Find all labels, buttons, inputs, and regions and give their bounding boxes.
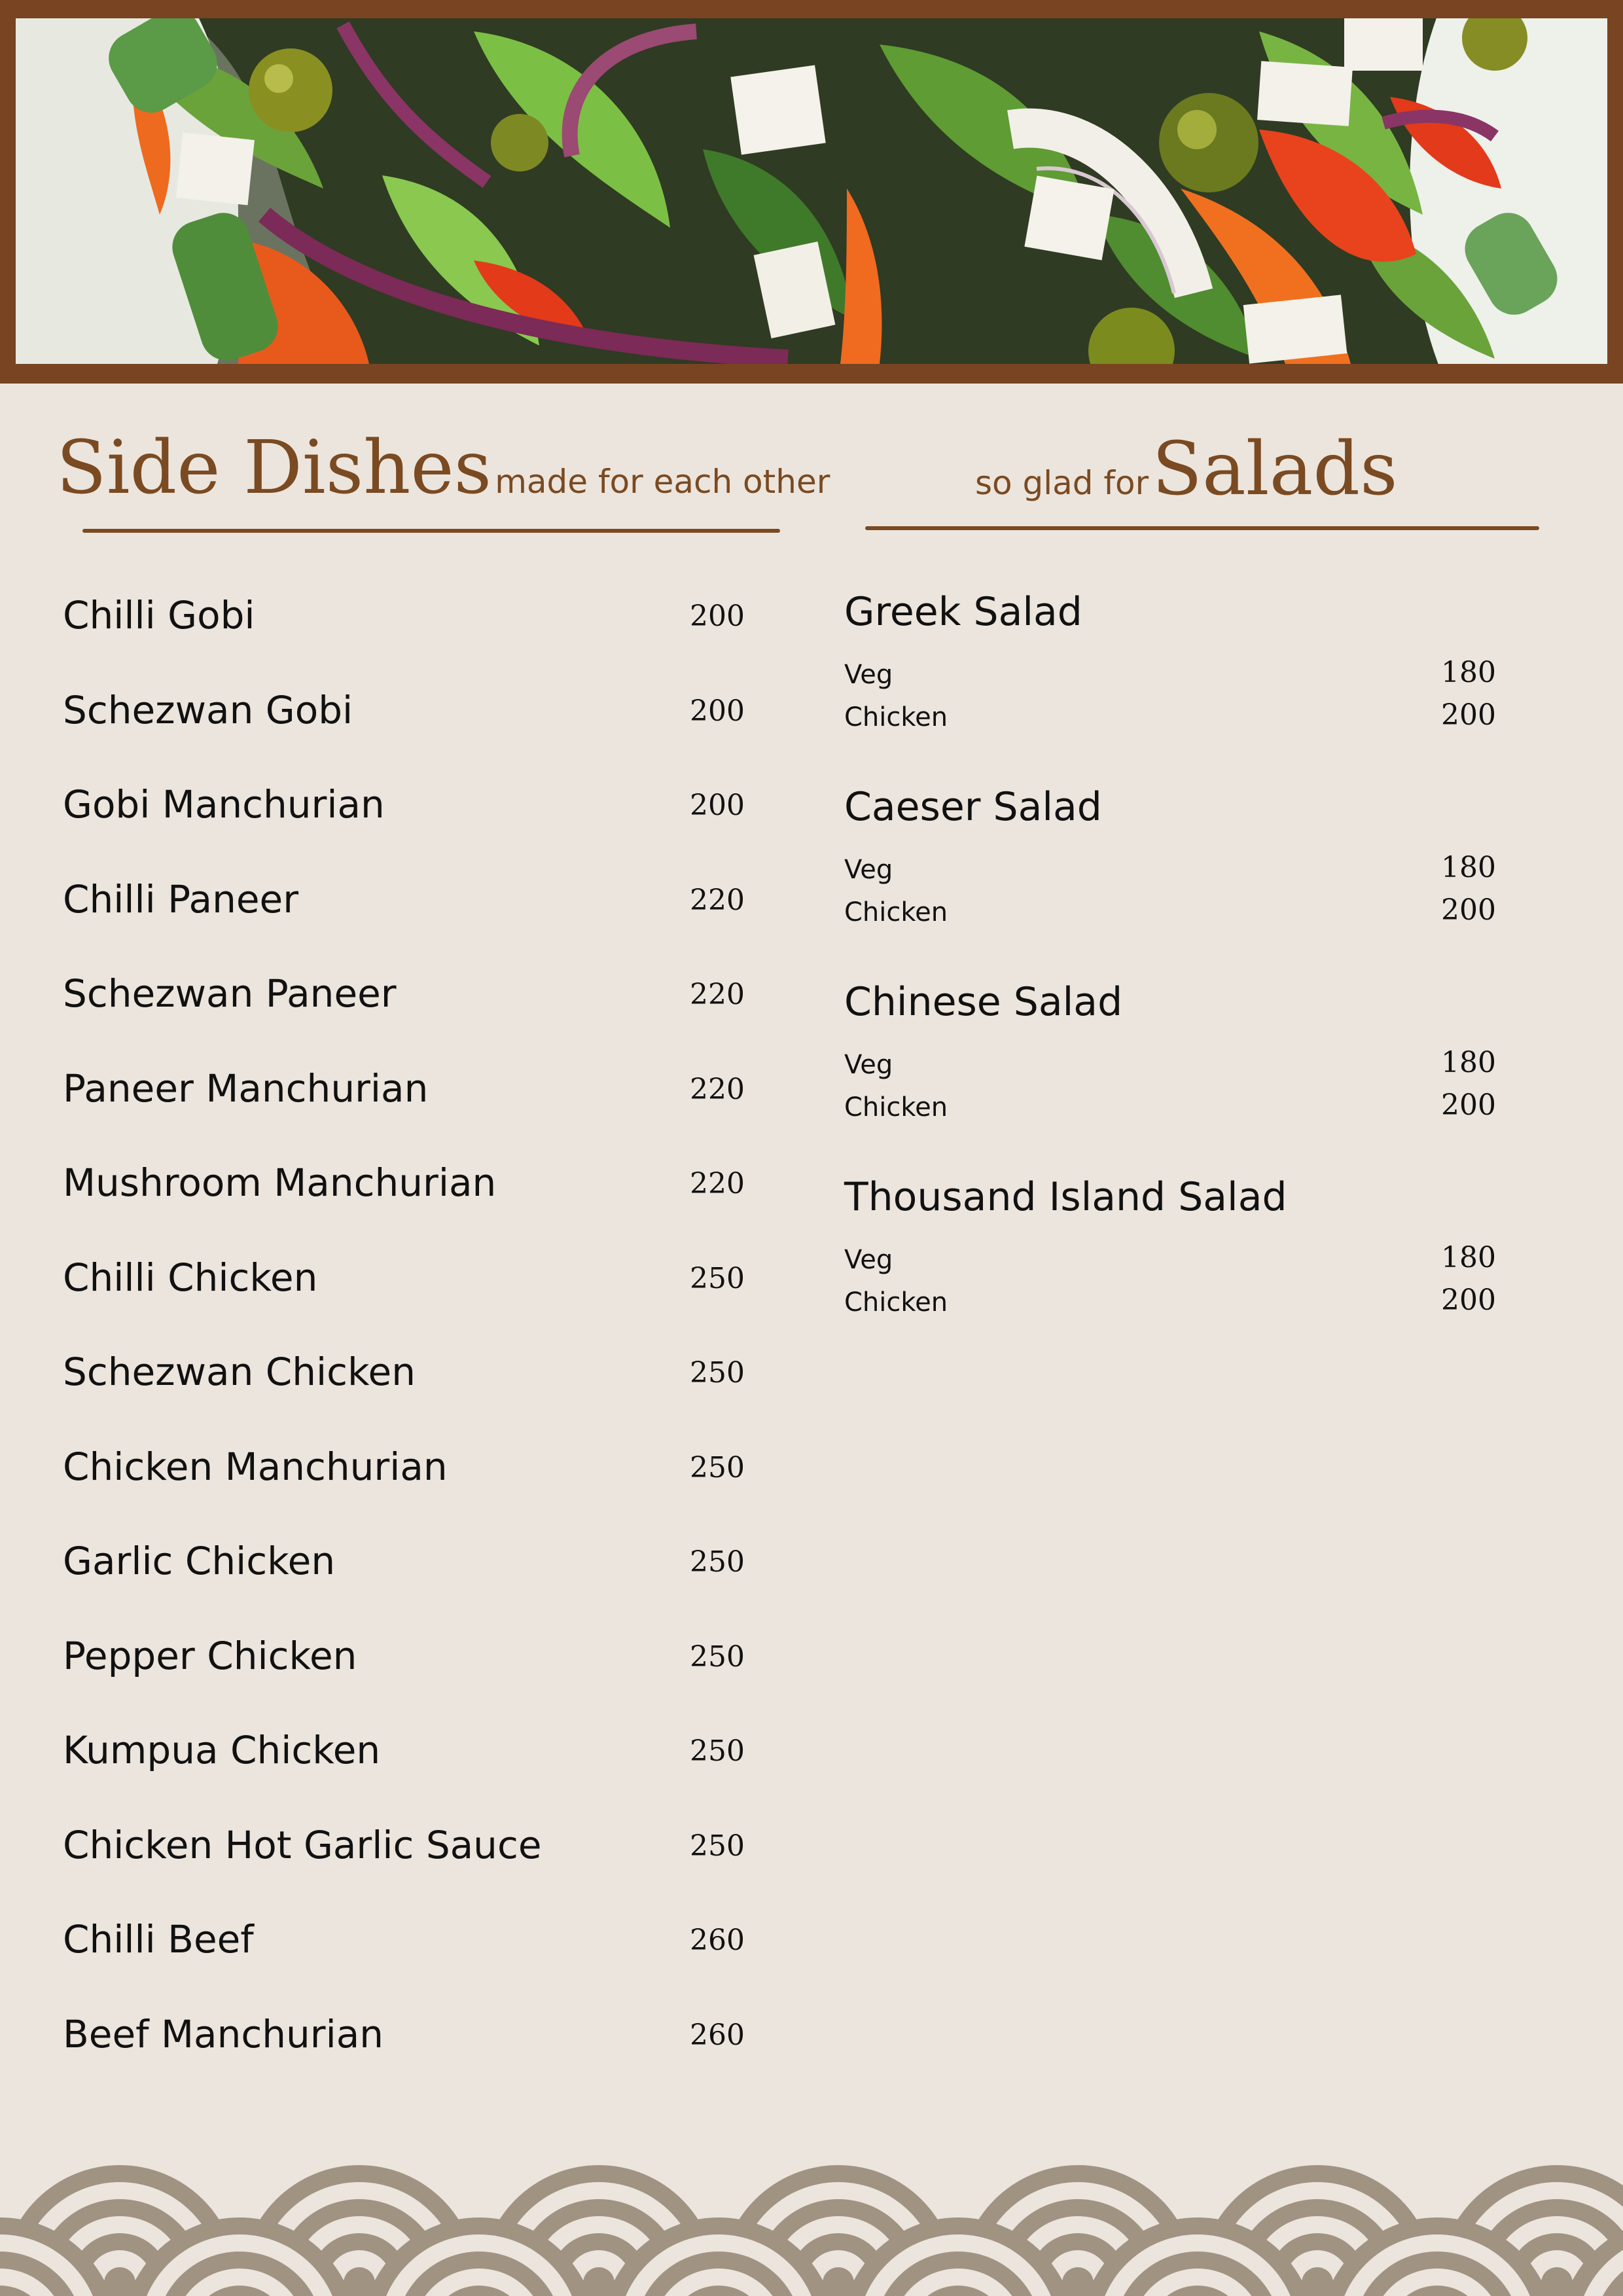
menu-item-name: Schezwan Gobi <box>63 687 353 732</box>
salad-option <box>844 893 1512 937</box>
salad-item <box>844 576 1531 771</box>
salad-illustration <box>16 18 1607 364</box>
salad-name: Chinese Salad <box>844 979 1123 1025</box>
salad-option-price: 180 <box>1441 1046 1496 1079</box>
salad-name: Greek Salad <box>844 589 1082 635</box>
menu-item-price: 220 <box>690 1167 745 1200</box>
menu-item-name: Gobi Manchurian <box>63 782 385 827</box>
menu-item-price: 250 <box>690 1640 745 1674</box>
salad-option-price: 180 <box>1441 656 1496 689</box>
side-dishes-underline <box>82 529 780 533</box>
salads-tagline: so glad for <box>975 464 1149 502</box>
salads-underline <box>865 526 1539 530</box>
salad-option-label: Chicken <box>844 702 948 732</box>
menu-item <box>63 668 783 763</box>
salads-list <box>844 576 1531 1356</box>
menu-item <box>63 762 783 857</box>
wave-pattern-decoration <box>0 2160 1623 2296</box>
menu-item <box>63 1141 783 1236</box>
menu-item-price: 220 <box>690 1072 745 1106</box>
menu-item-price: 250 <box>690 1356 745 1390</box>
menu-item <box>63 1330 783 1425</box>
menu-item <box>63 1425 783 1520</box>
menu-item-name: Chicken Manchurian <box>63 1444 448 1489</box>
menu-item-price: 250 <box>690 1261 745 1295</box>
salad-option-label: Veg <box>844 660 893 690</box>
menu-item-price: 260 <box>690 2018 745 2052</box>
salad-item <box>844 1161 1531 1356</box>
menu-item <box>63 1897 783 1992</box>
salad-option-label: Chicken <box>844 1287 948 1318</box>
salad-option <box>844 698 1512 742</box>
salad-option-label: Chicken <box>844 1092 948 1122</box>
menu-item-price: 250 <box>690 1829 745 1863</box>
menu-item-price: 200 <box>690 789 745 822</box>
menu-item <box>63 952 783 1047</box>
menu-item <box>63 573 783 668</box>
menu-item <box>63 1047 783 1141</box>
menu-item-name: Chilli Beef <box>63 1917 254 1962</box>
side-dishes-heading <box>56 425 830 511</box>
menu-item <box>63 857 783 952</box>
menu-item <box>63 1236 783 1331</box>
menu-item-name: Kumpua Chicken <box>63 1728 381 1772</box>
menu-item <box>63 1992 783 2087</box>
menu-item-name: Schezwan Chicken <box>63 1350 416 1394</box>
salad-option-price: 180 <box>1441 1241 1496 1274</box>
menu-item-price: 200 <box>690 694 745 728</box>
menu-item-price: 220 <box>690 883 745 917</box>
menu-item <box>63 1519 783 1614</box>
menu-item <box>63 1708 783 1803</box>
salad-option-price: 200 <box>1441 893 1496 927</box>
menu-item-name: Chilli Gobi <box>63 593 255 637</box>
menu-item-name: Mushroom Manchurian <box>63 1160 497 1205</box>
menu-item-price: 250 <box>690 1734 745 1768</box>
salad-option <box>844 851 1512 894</box>
menu-item-price: 250 <box>690 1545 745 1579</box>
menu-item-name: Chilli Paneer <box>63 876 299 922</box>
salad-option-price: 200 <box>1441 698 1496 732</box>
salad-name: Thousand Island Salad <box>844 1174 1287 1220</box>
header-banner <box>0 0 1623 384</box>
salad-photo <box>16 18 1607 364</box>
salad-name: Caeser Salad <box>844 784 1102 830</box>
menu-item-price: 250 <box>690 1450 745 1484</box>
salad-option <box>844 1088 1512 1132</box>
menu-item <box>63 1614 783 1709</box>
menu-item-name: Pepper Chicken <box>63 1633 357 1678</box>
salad-option <box>844 1283 1512 1327</box>
salad-option-label: Veg <box>844 855 893 885</box>
salads-title: Salads <box>1152 427 1398 512</box>
side-dishes-list <box>63 573 783 2087</box>
menu-item-name: Garlic Chicken <box>63 1539 336 1583</box>
salad-option-label: Veg <box>844 1245 893 1275</box>
menu-item-price: 200 <box>690 600 745 633</box>
side-dishes-title: Side Dishes <box>56 425 492 511</box>
salad-option-price: 180 <box>1441 851 1496 884</box>
salad-option <box>844 1046 1512 1089</box>
salad-item <box>844 771 1531 966</box>
menu-item-price: 220 <box>690 978 745 1011</box>
menu-item-price: 260 <box>690 1924 745 1957</box>
salad-option-label: Veg <box>844 1050 893 1080</box>
salad-item <box>844 966 1531 1161</box>
menu-item-name: Chilli Chicken <box>63 1255 318 1300</box>
side-dishes-tagline: made for each other <box>495 463 830 501</box>
menu-item-name: Schezwan Paneer <box>63 971 397 1016</box>
menu-item-name: Paneer Manchurian <box>63 1066 429 1111</box>
salad-option <box>844 656 1512 699</box>
menu-item <box>63 1803 783 1898</box>
salad-option-label: Chicken <box>844 897 948 927</box>
salad-option-price: 200 <box>1441 1283 1496 1317</box>
menu-item-name: Chicken Hot Garlic Sauce <box>63 1822 542 1867</box>
salads-heading <box>975 427 1398 512</box>
salad-option-price: 200 <box>1441 1088 1496 1122</box>
salad-option <box>844 1241 1512 1284</box>
menu-item-name: Beef Manchurian <box>63 2011 384 2056</box>
